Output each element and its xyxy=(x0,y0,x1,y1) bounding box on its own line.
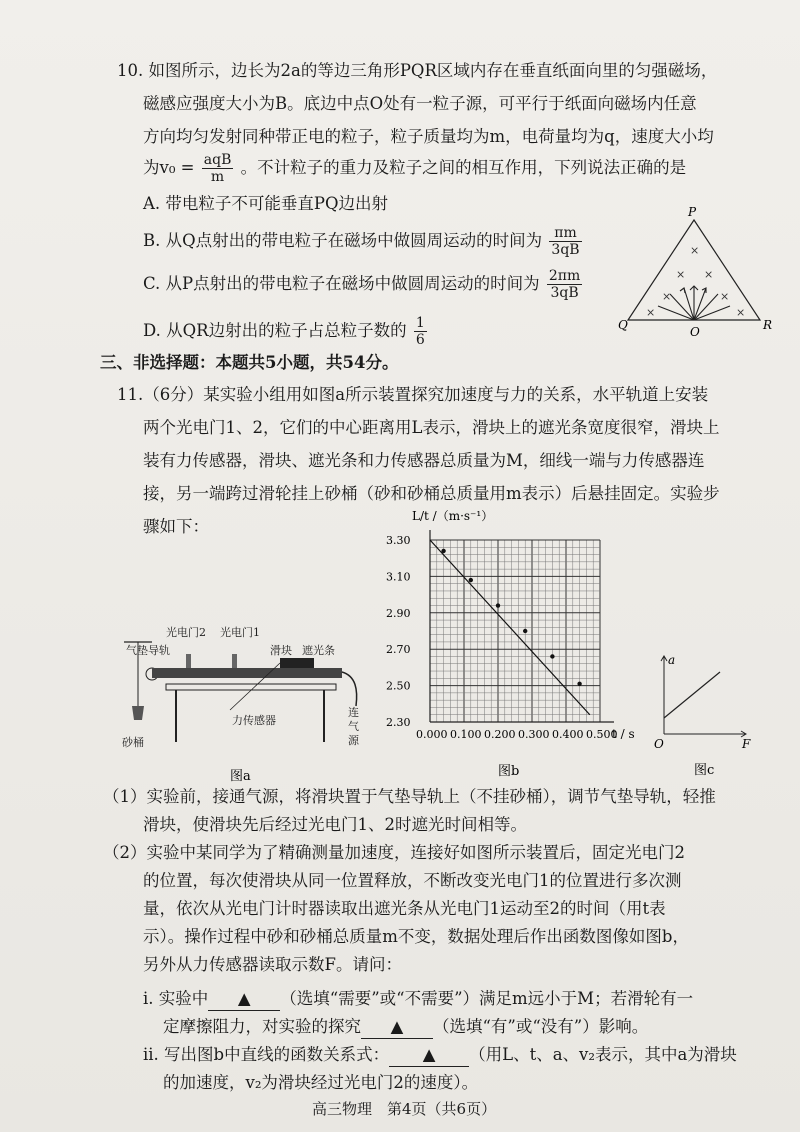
q10-option-a: A. 带电粒子不可能垂直PQ边出射 xyxy=(143,194,389,213)
q10-option-d: D. 从QR边射出的粒子占总粒子数的 $\frac{1}{6}$ xyxy=(143,315,425,348)
page-footer: 高三物理 第4页（共6页） xyxy=(312,1100,497,1118)
bucket-label: 砂桶 xyxy=(122,736,144,749)
q10-line4-tail: 。不计粒子的重力及粒子之间的相互作用，下列说法正确的是 xyxy=(240,158,687,177)
field-cross-marks xyxy=(646,244,745,319)
q11-line5: 骤如下： xyxy=(143,517,209,536)
q10-option-c: C. 从P点射出的带电粒子在磁场中做圆周运动的时间为 $\frac{2\pi m}{3qB}$ xyxy=(143,268,581,301)
chart-grid xyxy=(430,530,614,722)
fig-c-xlabel: F xyxy=(742,737,751,751)
y-tick-label: 2.90 xyxy=(386,606,411,620)
q10-line3: 方向均匀发射同种带正电的粒子，粒子质量均为m，电荷量均为q，速度大小均 xyxy=(143,127,714,146)
y-tick-label: 3.10 xyxy=(386,570,411,584)
q11-step2-line2: 的位置，每次使滑块从同一位置释放，不断改变光电门1的位置进行多次测 xyxy=(143,871,682,890)
air-hose xyxy=(342,672,357,706)
v0-label: 为v₀ = xyxy=(143,158,195,177)
x-tick-label: 0.000 xyxy=(416,728,448,741)
slider-block xyxy=(280,658,314,668)
svg-text:×: × xyxy=(646,306,656,319)
fig-c-ylabel: a xyxy=(668,653,676,667)
chart-ticks xyxy=(386,534,618,741)
y-tick-label: 2.50 xyxy=(386,679,411,693)
svg-text:×: × xyxy=(662,290,672,303)
svg-text:×: × xyxy=(736,306,746,319)
air-label-1: 连 xyxy=(348,706,359,719)
q11-subq-ii-line2: 的加速度，v₂为滑块经过光电门2的速度）。 xyxy=(163,1073,479,1092)
figure-c xyxy=(650,648,760,788)
q10-line2: 磁感应强度大小为B。底边中点O处有一粒子源，可平行于纸面向磁场内任意 xyxy=(143,94,697,113)
air-label-2: 气 xyxy=(348,720,359,733)
svg-text:×: × xyxy=(720,290,730,303)
x-tick-label: 0.400 xyxy=(552,728,584,741)
v0-fraction: $\frac{\text{aqB}}{m}$ xyxy=(203,152,232,185)
q11-step2-line1: （2）实验中某同学为了精确测量加速度，连接好如图所示装置后，固定光电门2 xyxy=(103,843,685,862)
y-tick-label: 2.30 xyxy=(386,716,411,729)
data-point xyxy=(469,578,473,582)
q11-subq-i-line1: i. 实验中 ▲ （选填“需要”或“不需要”）满足m远小于M；若滑轮有一 xyxy=(143,988,693,1011)
fig-c-line xyxy=(664,672,720,718)
rail-label: 气垫导轨 xyxy=(126,644,170,657)
gate2 xyxy=(186,654,191,668)
q11-line3: 装有力传感器，滑块、遮光条和力传感器总质量为M，细线一端与力传感器连 xyxy=(143,451,705,470)
chart-x-axis-label: t / s xyxy=(612,727,635,741)
data-point xyxy=(577,682,581,686)
q11-subq-ii-line1: ii. 写出图b中直线的函数关系式： ▲ （用L、t、a、v₂表示，其中a为滑块 xyxy=(143,1044,737,1067)
figure-b-caption: 图b xyxy=(498,764,520,779)
figure-b-chart xyxy=(378,500,648,790)
figure-a-apparatus xyxy=(120,620,380,790)
label-o: O xyxy=(690,325,700,339)
section3-title: 三、非选择题：本题共5小题，共54分。 xyxy=(100,353,399,372)
q11-step2-line4: 示）。操作过程中砂和砂桶总质量m不变，数据处理后作出函数图像如图b， xyxy=(143,927,689,946)
gate2-label: 光电门2 xyxy=(166,626,206,639)
gate1-label: 光电门1 xyxy=(220,626,260,639)
q11-step1-line2: 滑块，使滑块先后经过光电门1、2时遮光时间相等。 xyxy=(143,815,527,834)
option-d-fraction: $\frac{1}{6}$ xyxy=(415,315,425,348)
label-q: Q xyxy=(618,318,628,332)
chart-y-axis-label: L/t /（m·s⁻¹） xyxy=(412,509,494,523)
q10-line1: 10. 如图所示，边长为2a的等边三角形PQR区域内存在垂直纸面向里的匀强磁场， xyxy=(117,61,718,80)
triangle-figure xyxy=(618,202,778,342)
table-top xyxy=(166,684,336,690)
x-tick-label: 0.300 xyxy=(518,728,550,741)
answer-blank-1[interactable]: ▲ xyxy=(208,988,280,1011)
y-tick-label: 2.70 xyxy=(386,643,411,657)
sensor-label: 力传感器 xyxy=(232,714,276,727)
label-p: P xyxy=(688,205,697,219)
air-label-3: 源 xyxy=(348,734,359,747)
q11-step2-line3: 量，依次从光电门计时器读取出遮光条从光电门1运动至2的时间（用t表 xyxy=(143,899,666,918)
q11-step1-line1: （1）实验前，接通气源，将滑块置于气垫导轨上（不挂砂桶），调节气垫导轨，轻推 xyxy=(103,787,716,806)
option-c-fraction: $\frac{2\pi m}{3qB}$ xyxy=(548,268,581,301)
q11-subq-i-line2: 定摩擦阻力，对实验的探究 ▲ （选填“有”或“没有”）影响。 xyxy=(163,1016,648,1039)
x-tick-label: 0.500 xyxy=(586,728,618,741)
q11-line1: 11.（6分）某实验小组用如图a所示装置探究加速度与力的关系，水平轨道上安装 xyxy=(117,385,709,404)
svg-text:×: × xyxy=(690,244,700,257)
q11-line2: 两个光电门1、2，它们的中心距离用L表示，滑块上的遮光条宽度很窄，滑块上 xyxy=(143,418,720,437)
air-track xyxy=(152,668,342,678)
figure-c-caption: 图c xyxy=(694,763,715,778)
figure-a-caption: 图a xyxy=(230,769,251,784)
slider-label: 滑块 xyxy=(270,644,292,657)
fig-c-origin: O xyxy=(654,737,664,751)
data-point xyxy=(523,629,527,633)
x-tick-label: 0.100 xyxy=(450,728,482,741)
data-point xyxy=(496,603,500,607)
q11-line4: 接，另一端跨过滑轮挂上砂桶（砂和砂桶总质量用m表示）后悬挂固定。实验步 xyxy=(143,484,720,503)
data-point xyxy=(441,549,445,553)
gate1 xyxy=(232,654,237,668)
q11-step2-line5: 另外从力传感器读取示数F。请问： xyxy=(143,955,402,974)
x-tick-label: 0.200 xyxy=(484,728,516,741)
answer-blank-2[interactable]: ▲ xyxy=(361,1016,433,1039)
shade-label: 遮光条 xyxy=(302,644,335,657)
option-b-fraction: $\frac{\pi m}{3qB}$ xyxy=(551,225,580,258)
q10-option-b: B. 从Q点射出的带电粒子在磁场中做圆周运动的时间为 $\frac{\pi m}{3qB}$ xyxy=(143,225,580,258)
label-r: R xyxy=(763,318,773,332)
data-point xyxy=(550,654,554,658)
answer-blank-3[interactable]: ▲ xyxy=(389,1044,469,1067)
svg-text:×: × xyxy=(676,268,686,281)
svg-text:×: × xyxy=(704,268,714,281)
sand-bucket xyxy=(132,706,144,720)
y-tick-label: 3.30 xyxy=(386,534,411,547)
q10-line4 xyxy=(143,152,686,185)
